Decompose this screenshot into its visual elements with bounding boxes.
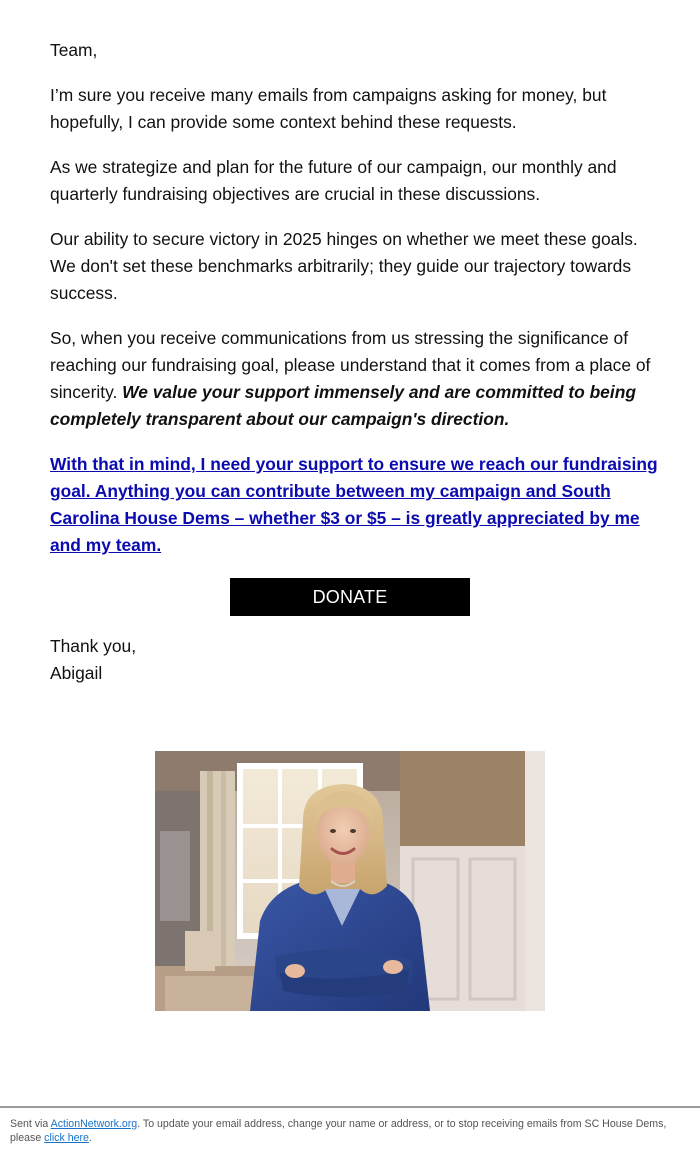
signoff <box>50 633 136 687</box>
sincerity-emphasis: We value your support immensely and are committed to being completely transparent about our campaign's direction. <box>50 382 636 429</box>
portrait-image <box>155 751 545 1011</box>
closing: Thank you, <box>50 636 137 656</box>
footer-suffix: . <box>88 1132 92 1144</box>
footer-prefix: Sent via <box>10 1118 51 1130</box>
paragraph-context: I’m sure you receive many emails from campaigns asking for money, but hopefully, I can provide some context behind these requests. <box>50 85 607 132</box>
greeting: Team, <box>50 40 98 60</box>
sincerity-text: So, when you receive communications from us stressing the significance of reaching our fundraising goal, please understand that it comes from a place of sincerity. <box>50 328 651 402</box>
signature: Abigail <box>50 663 103 683</box>
email-body <box>50 37 660 577</box>
paragraph-appeal <box>50 451 660 559</box>
footer <box>10 1117 680 1145</box>
paragraph-objectives: As we strategize and plan for the future of our campaign, our monthly and quarterly fundraising objectives are crucial in these discussions. <box>50 157 617 204</box>
donate-container <box>230 578 470 616</box>
appeal-link[interactable]: With that in mind, I need your support to ensure we reach our fundraising goal. Anything you can contribute between my campaign and South Carolina House Dems – whether $3 or $5 – is greatly appreciated by me and my team. <box>50 454 658 555</box>
footer-divider <box>0 1106 700 1108</box>
candidate-photo <box>155 751 545 1011</box>
paragraph-sincerity <box>50 325 660 433</box>
action-network-link[interactable]: ActionNetwork.org <box>50 1118 138 1130</box>
unsubscribe-link[interactable]: click here <box>44 1132 89 1144</box>
donate-button[interactable]: DONATE <box>230 578 470 616</box>
paragraph-victory: Our ability to secure victory in 2025 hinges on whether we meet these goals. We don't set these benchmarks arbitrarily; they guide our trajectory towards success. <box>50 229 638 303</box>
footer-text: . To update your email address, change your name or address, or to stop receiving emails from SC House Dems, please <box>10 1118 667 1144</box>
